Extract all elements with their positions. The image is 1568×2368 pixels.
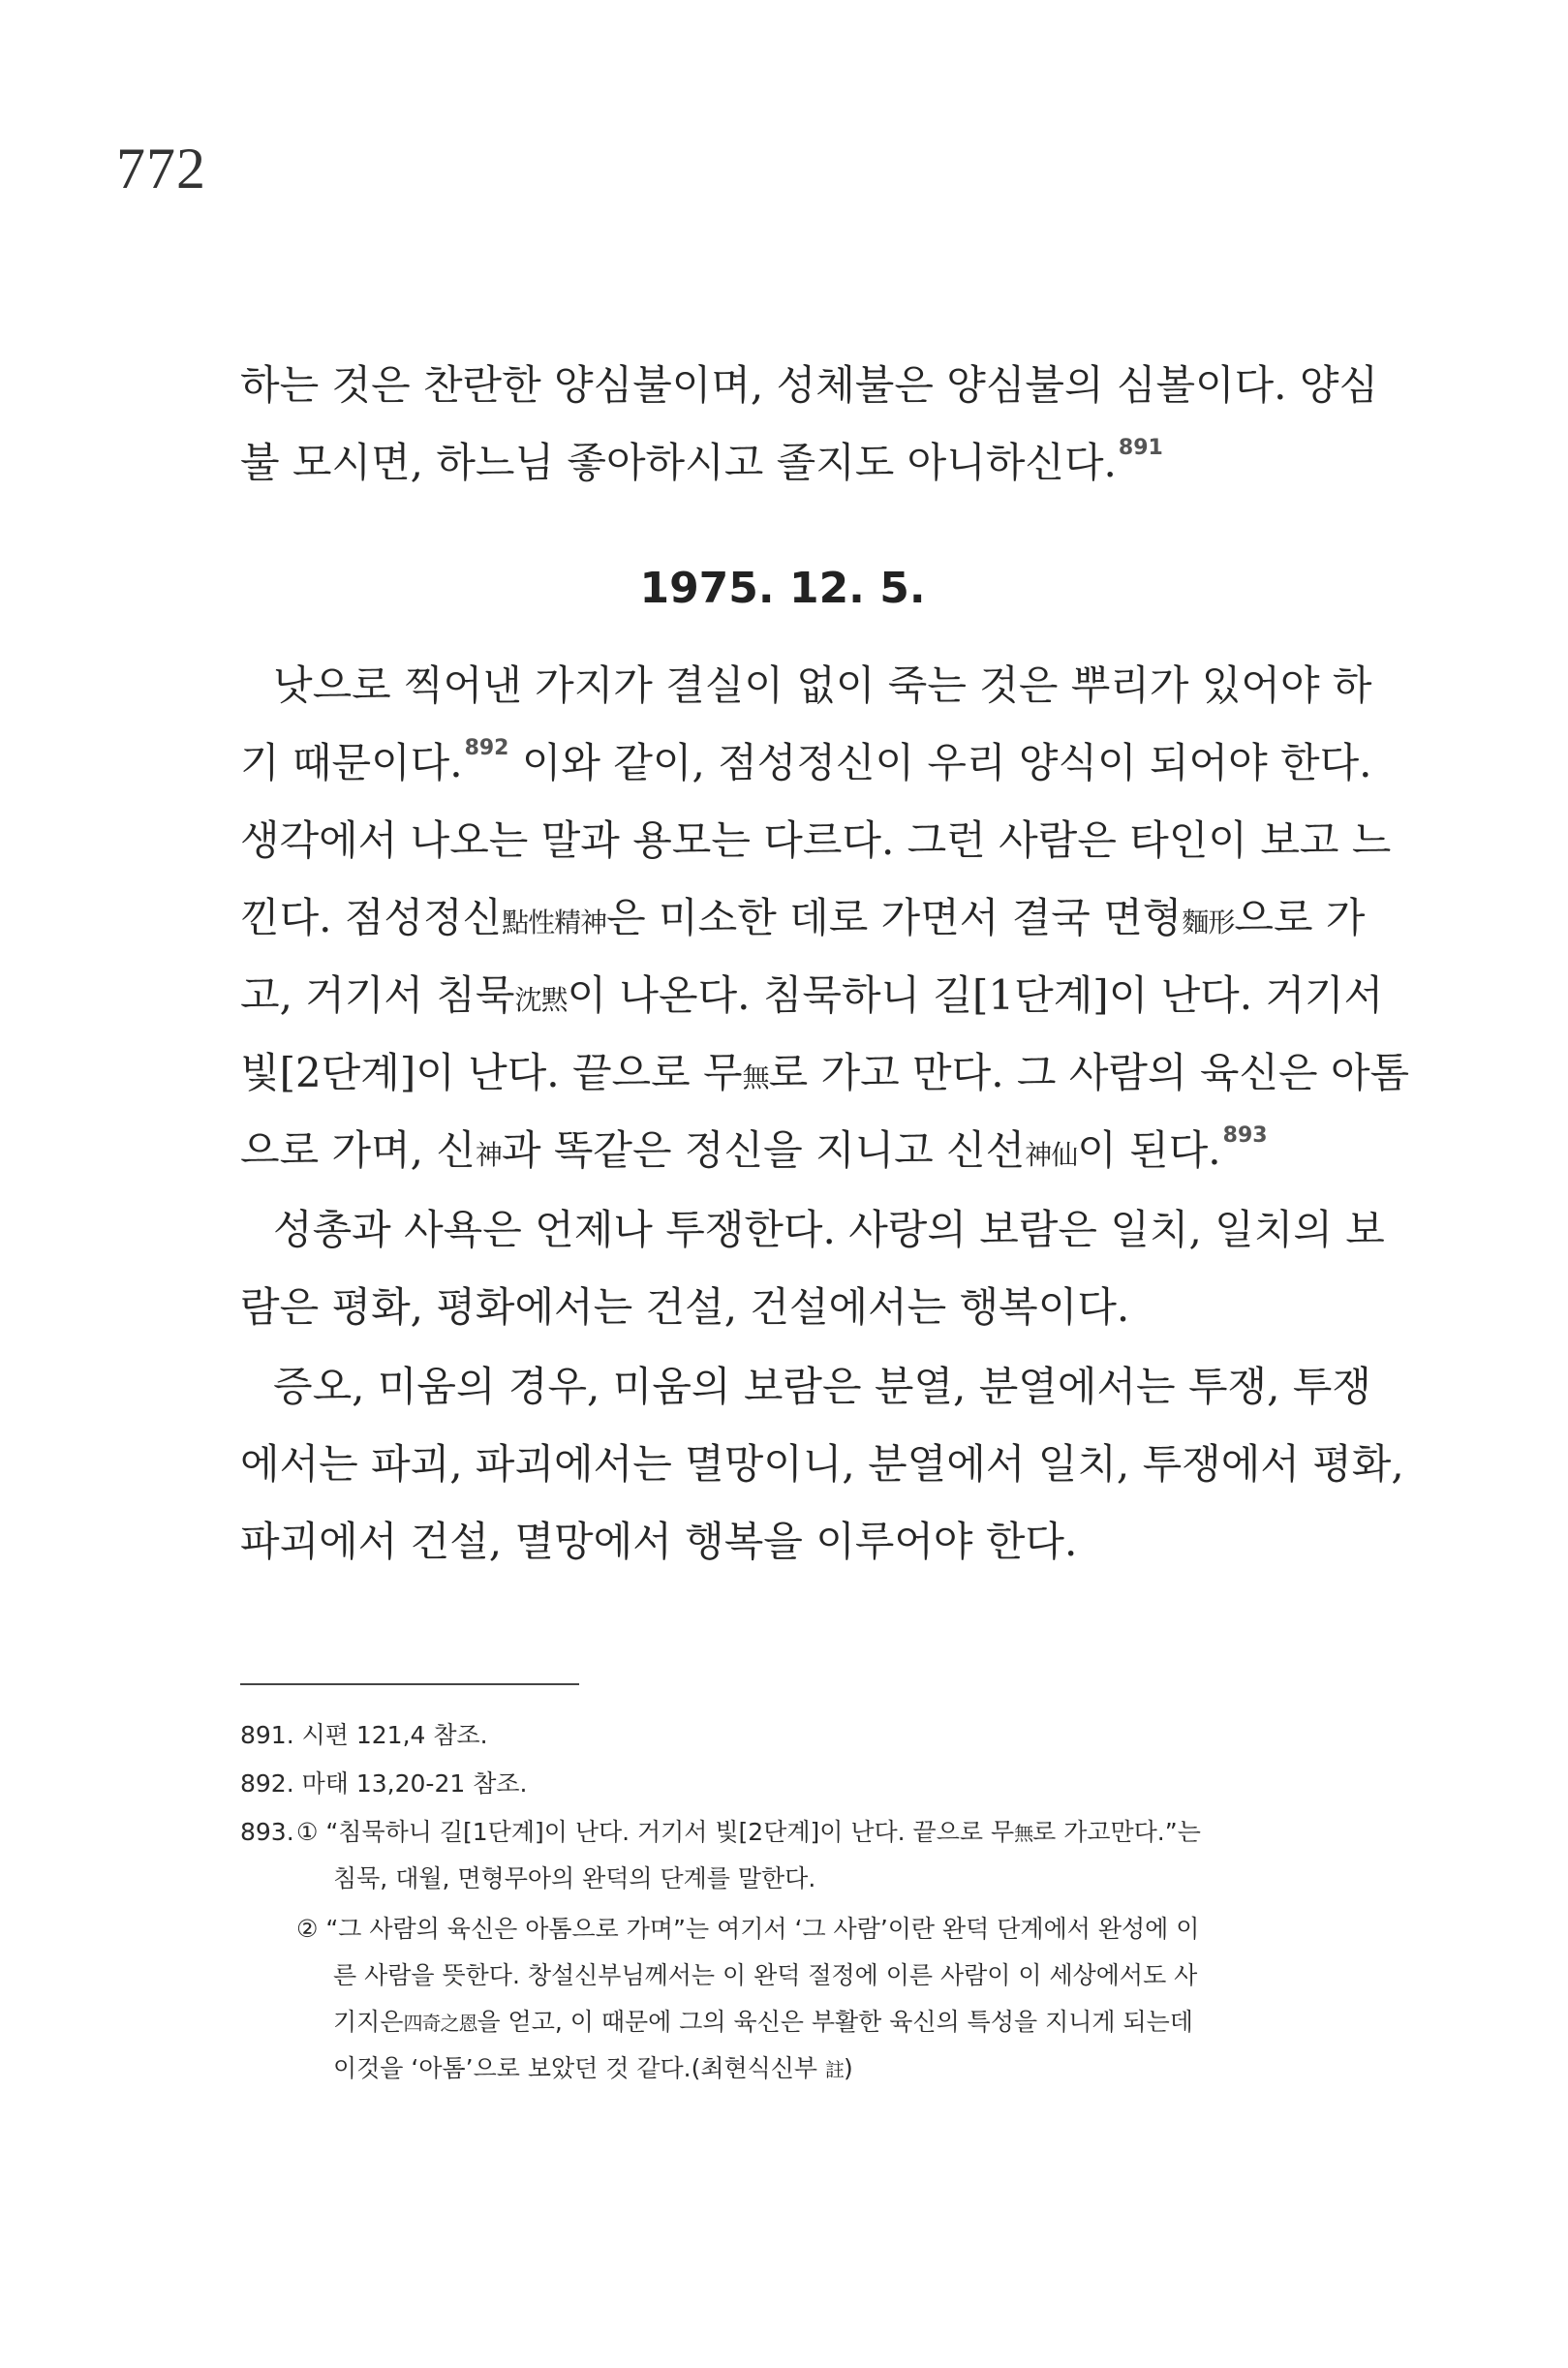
hanja-chimmuk: 沈黙 — [514, 984, 568, 1016]
page-number: 772 — [116, 137, 206, 200]
para1-line-5b: 이 나온다. 침묵하니 길[1단계]이 난다. 거기서 — [567, 971, 1384, 1019]
para2-line-2: 람은 평화, 평화에서는 건설, 건설에서는 행복이다. — [240, 1283, 1130, 1331]
para1-line-5 — [240, 957, 1384, 1034]
hanja-myeonhyeong: 麵形 — [1182, 907, 1235, 938]
para1-line-4 — [240, 879, 1366, 957]
footnote-891: 891. 시편 121,4 참조. — [240, 1721, 488, 1749]
para2-line-1: 성총과 사욕은 언제나 투쟁한다. 사랑의 보람은 일치, 일치의 보 — [273, 1206, 1385, 1253]
fn893-1a: ① “침묵하니 길[1단계]이 난다. 거기서 빛[2단계]이 난다. 끝으로 무 — [296, 1818, 1015, 1846]
fn893-2e: ) — [844, 2054, 853, 2082]
para1-line-3: 생각에서 나오는 말과 용모는 다르다. 그런 사람은 타인이 보고 느 — [240, 816, 1392, 864]
footnote-893-number: 893. — [240, 1818, 294, 1846]
date-heading: 1975. 12. 5. — [639, 564, 926, 613]
hanja-sinseon: 神仙 — [1025, 1139, 1078, 1171]
para1-line-6 — [240, 1034, 1410, 1112]
intro-line-2-text: 불 모시면, 하느님 좋아하시고 졸지도 아니하신다. — [240, 439, 1117, 486]
fn893-hanja-mu: 無 — [1014, 1822, 1033, 1845]
hanja-sin: 神 — [475, 1139, 502, 1171]
hanja-mu: 無 — [742, 1061, 769, 1093]
footnote-ref-891: 891 — [1118, 436, 1163, 460]
footnote-893-item-2-line-3 — [333, 2003, 1193, 2042]
footnote-divider — [240, 1683, 579, 1685]
footnote-ref-892: 892 — [464, 736, 509, 760]
footnote-893-item-2-line-1: ② “그 사람의 육신은 아톰으로 가며”는 여기서 ‘그 사람’이란 완덕 단계에서 완성에 이 — [296, 1915, 1200, 1943]
para1-line-6a: 빛[2단계]이 난다. 끝으로 무 — [240, 1049, 743, 1096]
footnote-892: 892. 마태 13,20-21 참조. — [240, 1769, 528, 1798]
para1-line-2b: 이와 같이, 점성정신이 우리 양식이 되어야 한다. — [508, 739, 1372, 786]
para3-line-2: 에서는 파괴, 파괴에서는 멸망이니, 분열에서 일치, 투쟁에서 평화, — [240, 1440, 1404, 1488]
footnote-ref-893: 893 — [1222, 1123, 1268, 1148]
footnote-893-item-2-line-4 — [333, 2049, 853, 2088]
hanja-jeomseong-jeongsin: 點性精神 — [502, 907, 607, 938]
intro-line-2 — [240, 424, 1325, 502]
para3-line-1: 증오, 미움의 경우, 미움의 보람은 분열, 분열에서는 투쟁, 투쟁 — [273, 1363, 1371, 1410]
fn893-2c1: 기지은 — [333, 2008, 404, 2036]
fn893-2c2: 을 얻고, 이 때문에 그의 육신은 부활한 육신의 특성을 지니게 되는데 — [477, 2008, 1193, 2036]
para1-line-6b: 로 가고 만다. 그 사람의 육신은 아톰 — [768, 1049, 1410, 1096]
para3-line-3: 파괴에서 건설, 멸망에서 행복을 이루어야 한다. — [240, 1518, 1078, 1565]
intro-line-1: 하는 것은 찬란한 양심불이며, 성체불은 양심불의 심볼이다. 양심 — [240, 361, 1379, 409]
para1-line-2a: 기 때문이다. — [240, 739, 463, 786]
footnote-893-item-1-line-2: 침묵, 대월, 면형무아의 완덕의 단계를 말한다. — [333, 1864, 816, 1892]
para1-line-4c: 으로 가 — [1234, 894, 1366, 941]
para1-line-1: 낫으로 찍어낸 가지가 결실이 없이 죽는 것은 뿌리가 있어야 하 — [273, 661, 1372, 709]
para1-line-7c: 이 된다. — [1077, 1126, 1221, 1174]
para1-line-7a: 으로 가며, 신 — [240, 1126, 476, 1174]
para1-line-4b: 은 미소한 데로 가면서 결국 면형 — [606, 894, 1183, 941]
para1-line-5a: 고, 거기서 침묵 — [240, 971, 515, 1019]
fn893-hanja-sagijieun: 四奇之恩 — [403, 2012, 477, 2035]
footnote-893-item-2-line-2: 른 사람을 뜻한다. 창설신부님께서는 이 완덕 절정에 이른 사람이 이 세상에서도 사 — [333, 1961, 1198, 1989]
fn893-2d: 이것을 ‘아톰’으로 보았던 것 같다.(최현식신부 — [333, 2054, 826, 2082]
fn893-1b: 로 가고만다.”는 — [1032, 1818, 1201, 1846]
fn893-hanja-ju: 註 — [825, 2058, 845, 2081]
para1-line-7b: 과 똑같은 정신을 지니고 신선 — [501, 1126, 1026, 1174]
para1-line-4a: 낀다. 점성정신 — [240, 894, 503, 941]
para1-line-7 — [240, 1112, 1325, 1189]
footnote-893-item-1-line-1 — [296, 1813, 1201, 1852]
para1-line-2 — [240, 724, 1372, 802]
